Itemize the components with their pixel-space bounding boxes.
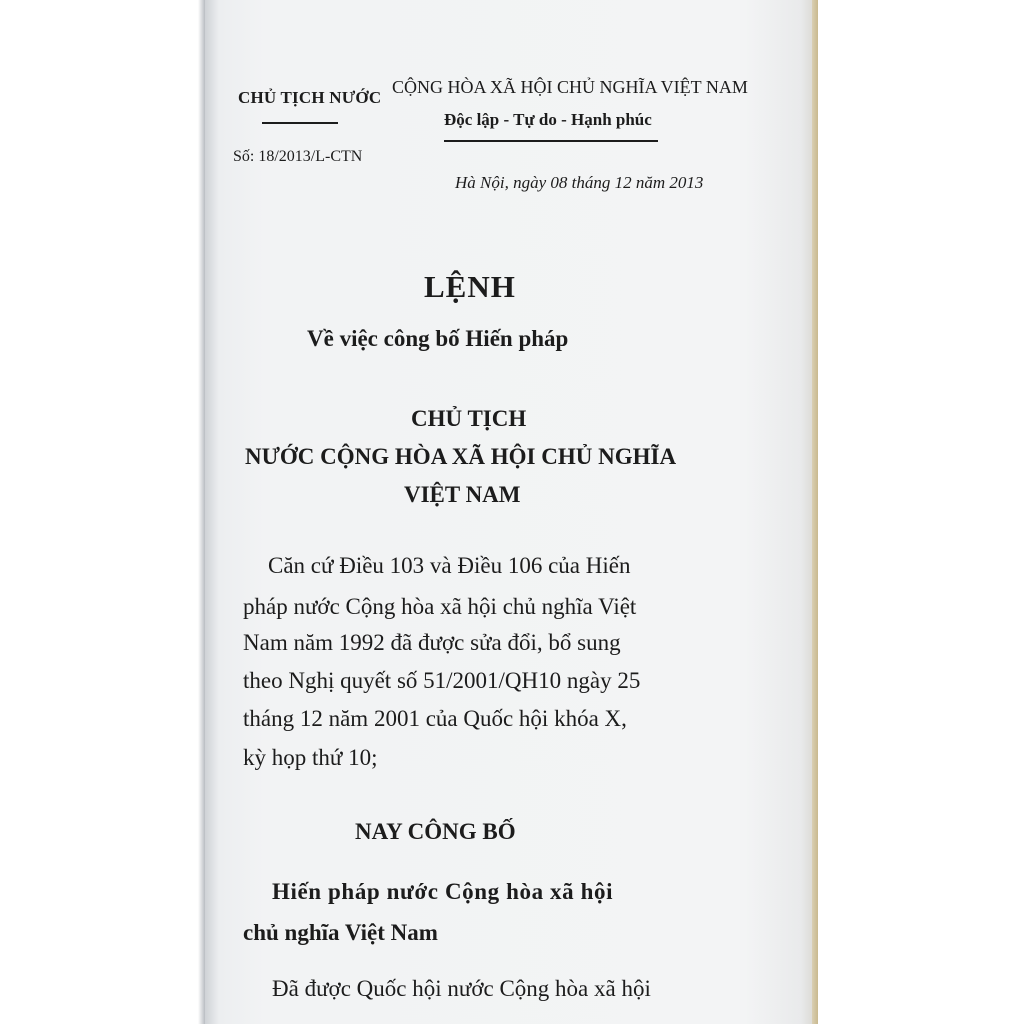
constitution-title-line-1: Hiến pháp nước Cộng hòa xã hội [272, 879, 614, 904]
page-edge [812, 0, 818, 1024]
place-date: Hà Nội, ngày 08 tháng 12 năm 2013 [455, 173, 704, 192]
issuer-block-line-1: CHỦ TỊCH [411, 406, 527, 431]
passed-by-line: Đã được Quốc hội nước Cộng hòa xã hội [272, 976, 651, 1001]
national-motto: Độc lập - Tự do - Hạnh phúc [444, 110, 652, 129]
body-line: kỳ họp thứ 10; [243, 745, 378, 770]
body-line: theo Nghị quyết số 51/2001/QH10 ngày 25 [243, 668, 641, 693]
body-line: Nam năm 1992 đã được sửa đổi, bổ sung [243, 630, 621, 655]
document-subtitle: Về việc công bố Hiến pháp [307, 326, 569, 351]
issuer-underline [262, 122, 338, 124]
document-number: Số: 18/2013/L-CTN [233, 148, 363, 165]
body-line: tháng 12 năm 2001 của Quốc hội khóa X, [243, 706, 627, 731]
body-line: Căn cứ Điều 103 và Điều 106 của Hiến [268, 553, 631, 578]
motto-underline [444, 140, 658, 142]
issuer-block-line-2: NƯỚC CỘNG HÒA XÃ HỘI CHỦ NGHĨA [245, 444, 677, 469]
country-header: CỘNG HÒA XÃ HỘI CHỦ NGHĨA VIỆT NAM [392, 77, 748, 97]
document-title: LỆNH [424, 269, 516, 304]
announcement-heading: NAY CÔNG BỐ [355, 819, 516, 844]
body-line: pháp nước Cộng hòa xã hội chủ nghĩa Việt [243, 594, 637, 619]
issuer-header: CHỦ TỊCH NƯỚC [238, 88, 382, 107]
issuer-block-line-3: VIỆT NAM [404, 482, 521, 507]
constitution-title-line-2: chủ nghĩa Việt Nam [243, 920, 438, 945]
